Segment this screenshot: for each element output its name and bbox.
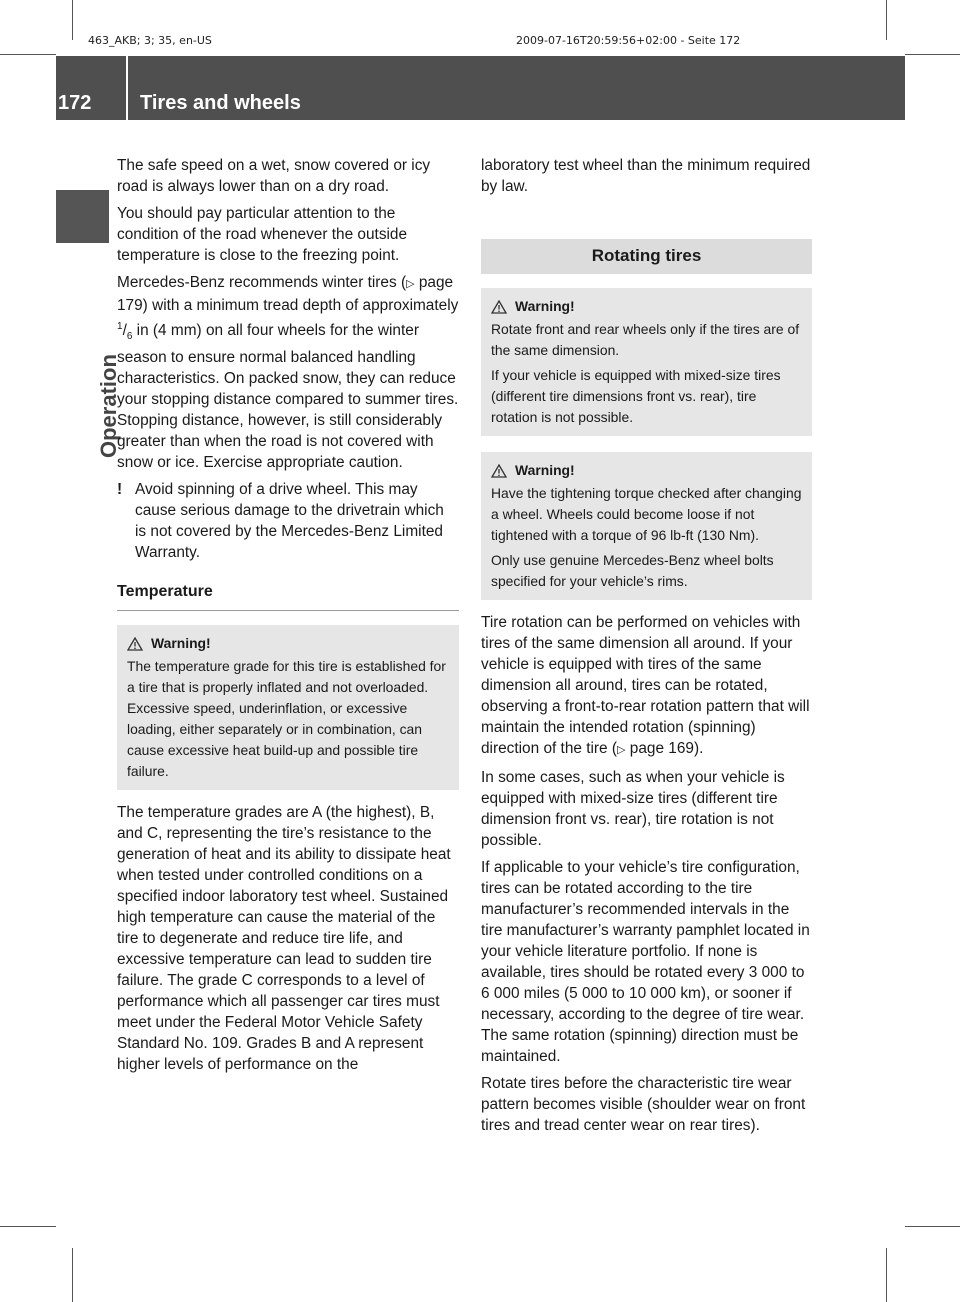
warning-label: Warning! bbox=[515, 298, 575, 314]
paragraph: If applicable to your vehicle’s tire configuration, tires can be rotated according to the tire manufacturer’s recommended intervals in the tire manufacturer’s warranty pamphlet located in your vehicle literature portfolio. If none is available, tires should be rotated every 3 000 to 6 000 miles (5 000 to 10 000 km), or sooner if necessary, according to the degree of tire wear. The same rotation (spinning) direction must be maintained. bbox=[481, 859, 810, 1065]
paragraph bbox=[481, 612, 812, 761]
warning-box bbox=[117, 625, 459, 790]
text-run: in (4 mm) on all four wheels for the winter season to ensure normal balanced handling characteristics. On packed snow, they can reduce your stopping distance compared to summer tires. Stopping distance, however, is still considerably greater than when the road is not covered with snow or ice. Exercise appropriate caution. bbox=[117, 322, 459, 472]
section-banner: Rotating tires bbox=[481, 239, 812, 274]
warning-triangle-icon bbox=[127, 637, 143, 651]
crop-mark bbox=[72, 0, 73, 40]
crop-mark bbox=[72, 1248, 73, 1302]
page-title: Tires and wheels bbox=[140, 92, 301, 114]
page-ref-arrow-icon: ▷ bbox=[617, 744, 626, 756]
paragraph: The safe speed on a wet, snow covered or icy road is always lower than on a dry road. bbox=[117, 157, 431, 195]
warning-triangle-icon bbox=[491, 300, 507, 314]
notice bbox=[117, 479, 459, 563]
warning-label: Warning! bbox=[151, 635, 211, 652]
warning-header bbox=[491, 296, 804, 317]
side-tab-label: Operation bbox=[96, 354, 121, 458]
fraction-denominator: 6 bbox=[126, 331, 133, 343]
fraction-numerator: 1 bbox=[117, 321, 123, 332]
crop-mark bbox=[0, 54, 56, 55]
paragraph: Mercedes-Benz recommends winter tires (▷ page 179) with a minimum tread depth of approximately $^1/_6$ in (4 mm) on all four wheels for the winter season to ensure normal balanced handling characteristics. On packed snow, they can reduce your stopping distance compared to summer tires. Stopping distance, however, is still considerably greater than when the road is not covered with snow or ice. Exercise appropriate caution. bbox=[117, 274, 459, 472]
paragraph: You should pay particular attention to the condition of the road whenever the outside temperature is close to the freezing point. bbox=[117, 205, 408, 264]
print-meta-right-line1: 2009-07-16T20:59:56+02:00 - Seite 172 bbox=[516, 34, 741, 47]
temperature-heading: Temperature bbox=[117, 581, 459, 611]
warning-text: The temperature grade for this tire is established for a tire that is properly inflated and not overloaded. Excessive speed, underinflation, or excessive loading, either separately or in combination, can cause excessive heat build-up and possible tire failure. bbox=[127, 658, 446, 780]
warning-text: Only use genuine Mercedes-Benz wheel bolts specified for your vehicle’s rims. bbox=[491, 552, 774, 589]
page-ref-arrow-icon: ▷ bbox=[406, 278, 415, 290]
warning-triangle-icon bbox=[491, 464, 507, 478]
warning-text: Have the tightening torque checked after changing a wheel. Wheels could become loose if not tightened with a torque of 96 lb-ft (130 Nm). bbox=[491, 485, 802, 543]
paragraph: The temperature grades are A (the highest), B, and C, representing the tire’s resistance to the generation of heat and its ability to dissipate heat when tested under controlled conditions on a specified indoor laboratory test wheel. Sustained high temperature can cause the material of the tire to degenerate and reduce tire life, and excessive temperature can lead to sudden tire failure. The grade C corresponds to a level of performance which all passenger car tires must meet under the Federal Motor Vehicle Safety Standard No. 109. Grades B and A represent higher levels of performance on the bbox=[117, 804, 451, 1074]
paragraph: Rotate tires before the characteristic tire wear pattern becomes visible (shoulder wear on front tires and tread center wear on rear tires). bbox=[481, 1075, 806, 1134]
notice-text: Avoid spinning of a drive wheel. This may cause serious damage to the drivetrain which is not covered by the Mercedes-Benz Limited Warranty. bbox=[135, 481, 444, 562]
warning-text: Rotate front and rear wheels only if the tires are of the same dimension. bbox=[491, 321, 800, 358]
crop-mark bbox=[905, 1226, 960, 1227]
crop-mark bbox=[886, 1248, 887, 1302]
warning-box bbox=[481, 452, 812, 600]
text-run: page 169). bbox=[625, 740, 704, 757]
notice-icon: ! bbox=[117, 481, 123, 499]
print-meta-left-line1: 463_AKB; 3; 35, en-US bbox=[88, 34, 212, 47]
text-run: Mercedes-Benz recommends winter tires ( bbox=[117, 274, 407, 291]
right-column bbox=[481, 155, 812, 1142]
warning-text: If your vehicle is equipped with mixed-size tires (different tire dimensions front vs. rear), tire rotation is not possible. bbox=[491, 367, 781, 425]
warning-label: Warning! bbox=[515, 462, 575, 478]
crop-mark bbox=[0, 1226, 56, 1227]
header-divider bbox=[126, 56, 128, 120]
page-number: 172 bbox=[58, 92, 92, 114]
warning-header bbox=[491, 460, 804, 481]
paragraph: laboratory test wheel than the minimum required by law. bbox=[481, 157, 811, 195]
text-run: Tire rotation can be performed on vehicles with tires of the same dimension all around. If your vehicle is equipped with tires of the same dimension all around, tires can be rotated, observing a front-to-rear rotation pattern that will maintain the intended rotation (spinning) direction of the tire ( bbox=[481, 614, 810, 757]
paragraph: In some cases, such as when your vehicle is equipped with mixed-size tires (different tire dimension front vs. rear), tire rotation is not possible. bbox=[481, 769, 785, 849]
left-column bbox=[117, 155, 459, 1081]
warning-box bbox=[481, 288, 812, 436]
warning-header bbox=[127, 633, 451, 654]
text-run: page 179) with a minimum tread depth of approximately bbox=[117, 274, 459, 314]
crop-mark bbox=[886, 0, 887, 40]
side-tab-block bbox=[56, 190, 109, 243]
crop-mark bbox=[905, 54, 960, 55]
